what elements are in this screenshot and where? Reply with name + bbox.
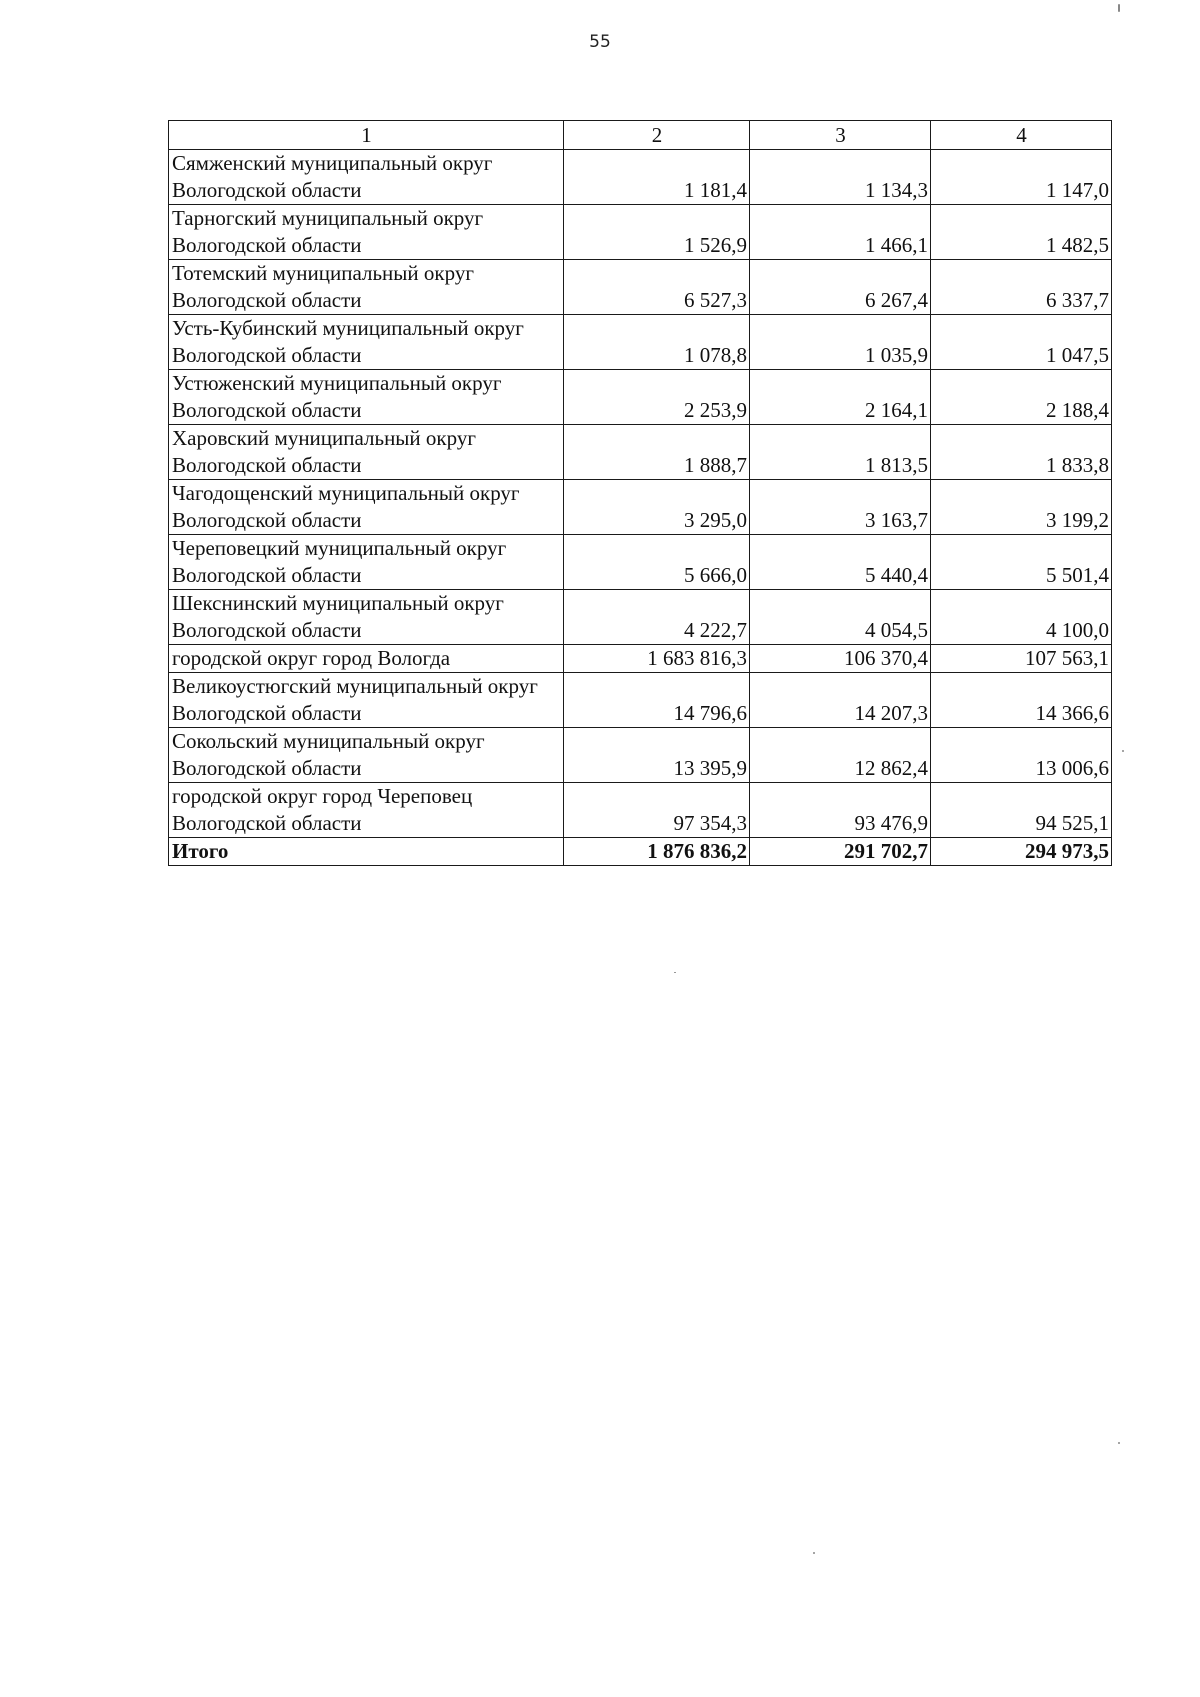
value-cell-col3: 1 466,1 bbox=[750, 205, 931, 260]
value-cell-col2: 1 683 816,3 bbox=[564, 645, 750, 673]
value-cell-col2: 14 796,6 bbox=[564, 673, 750, 728]
scan-speck bbox=[1122, 750, 1124, 752]
value-cell-col3: 1 134,3 bbox=[750, 150, 931, 205]
table-row bbox=[169, 728, 1112, 783]
value-cell-col3: 1 035,9 bbox=[750, 315, 931, 370]
value-cell-col2: 6 527,3 bbox=[564, 260, 750, 315]
value-cell-col4: 107 563,1 bbox=[931, 645, 1112, 673]
district-name-cell: Сокольский муниципальный округ Вологодской области bbox=[169, 728, 564, 783]
value-cell-col2: 1 078,8 bbox=[564, 315, 750, 370]
value-cell-col2: 2 253,9 bbox=[564, 370, 750, 425]
value-cell-col4: 1 047,5 bbox=[931, 315, 1112, 370]
value-cell-col4: 2 188,4 bbox=[931, 370, 1112, 425]
total-value-col3: 291 702,7 bbox=[750, 838, 931, 866]
scan-speck bbox=[674, 972, 676, 973]
scan-speck bbox=[1118, 1442, 1120, 1444]
data-table bbox=[168, 120, 1112, 866]
value-cell-col2: 4 222,7 bbox=[564, 590, 750, 645]
value-cell-col3: 6 267,4 bbox=[750, 260, 931, 315]
district-name-cell: Тарногский муниципальный округ Вологодской области bbox=[169, 205, 564, 260]
district-name-cell: Великоустюгский муниципальный округ Вологодской области bbox=[169, 673, 564, 728]
value-cell-col3: 14 207,3 bbox=[750, 673, 931, 728]
table-row bbox=[169, 315, 1112, 370]
value-cell-col4: 94 525,1 bbox=[931, 783, 1112, 838]
total-row bbox=[169, 838, 1112, 866]
value-cell-col3: 93 476,9 bbox=[750, 783, 931, 838]
value-cell-col2: 1 888,7 bbox=[564, 425, 750, 480]
total-value-col4: 294 973,5 bbox=[931, 838, 1112, 866]
value-cell-col2: 97 354,3 bbox=[564, 783, 750, 838]
district-name-cell: городской округ город Череповец Вологодской области bbox=[169, 783, 564, 838]
district-name-cell: Харовский муниципальный округ Вологодской области bbox=[169, 425, 564, 480]
district-name-cell: Шекснинский муниципальный округ Вологодской области bbox=[169, 590, 564, 645]
total-value-col2: 1 876 836,2 bbox=[564, 838, 750, 866]
value-cell-col4: 1 147,0 bbox=[931, 150, 1112, 205]
header-cell: 4 bbox=[931, 121, 1112, 150]
value-cell-col3: 4 054,5 bbox=[750, 590, 931, 645]
district-name-cell: Чагодощенский муниципальный округ Вологодской области bbox=[169, 480, 564, 535]
value-cell-col3: 3 163,7 bbox=[750, 480, 931, 535]
value-cell-col4: 1 833,8 bbox=[931, 425, 1112, 480]
table-row bbox=[169, 783, 1112, 838]
scan-speck bbox=[1118, 4, 1120, 12]
value-cell-col2: 1 526,9 bbox=[564, 205, 750, 260]
table-row bbox=[169, 480, 1112, 535]
value-cell-col4: 6 337,7 bbox=[931, 260, 1112, 315]
table-row bbox=[169, 673, 1112, 728]
table-row bbox=[169, 370, 1112, 425]
table-row bbox=[169, 150, 1112, 205]
value-cell-col4: 1 482,5 bbox=[931, 205, 1112, 260]
table-row bbox=[169, 535, 1112, 590]
district-name-cell: Усть-Кубинский муниципальный округ Вологодской области bbox=[169, 315, 564, 370]
district-name-cell: городской округ город Вологда bbox=[169, 645, 564, 673]
value-cell-col2: 1 181,4 bbox=[564, 150, 750, 205]
value-cell-col2: 3 295,0 bbox=[564, 480, 750, 535]
table-row bbox=[169, 260, 1112, 315]
value-cell-col3: 5 440,4 bbox=[750, 535, 931, 590]
header-row bbox=[169, 121, 1112, 150]
district-name-cell: Устюженский муниципальный округ Вологодской области bbox=[169, 370, 564, 425]
table-row bbox=[169, 425, 1112, 480]
table-row bbox=[169, 205, 1112, 260]
value-cell-col4: 5 501,4 bbox=[931, 535, 1112, 590]
table-row bbox=[169, 645, 1112, 673]
value-cell-col4: 3 199,2 bbox=[931, 480, 1112, 535]
value-cell-col3: 1 813,5 bbox=[750, 425, 931, 480]
header-cell: 1 bbox=[169, 121, 564, 150]
district-name-cell: Тотемский муниципальный округ Вологодской области bbox=[169, 260, 564, 315]
page-number: 55 bbox=[589, 32, 611, 52]
table-row bbox=[169, 590, 1112, 645]
scan-speck bbox=[813, 1552, 815, 1554]
value-cell-col2: 5 666,0 bbox=[564, 535, 750, 590]
value-cell-col2: 13 395,9 bbox=[564, 728, 750, 783]
value-cell-col4: 13 006,6 bbox=[931, 728, 1112, 783]
value-cell-col4: 14 366,6 bbox=[931, 673, 1112, 728]
header-cell: 3 bbox=[750, 121, 931, 150]
value-cell-col4: 4 100,0 bbox=[931, 590, 1112, 645]
value-cell-col3: 106 370,4 bbox=[750, 645, 931, 673]
district-name-cell: Сямженский муниципальный округ Вологодской области bbox=[169, 150, 564, 205]
district-name-cell: Череповецкий муниципальный округ Вологодской области bbox=[169, 535, 564, 590]
value-cell-col3: 12 862,4 bbox=[750, 728, 931, 783]
total-label-cell: Итого bbox=[169, 838, 564, 866]
value-cell-col3: 2 164,1 bbox=[750, 370, 931, 425]
header-cell: 2 bbox=[564, 121, 750, 150]
